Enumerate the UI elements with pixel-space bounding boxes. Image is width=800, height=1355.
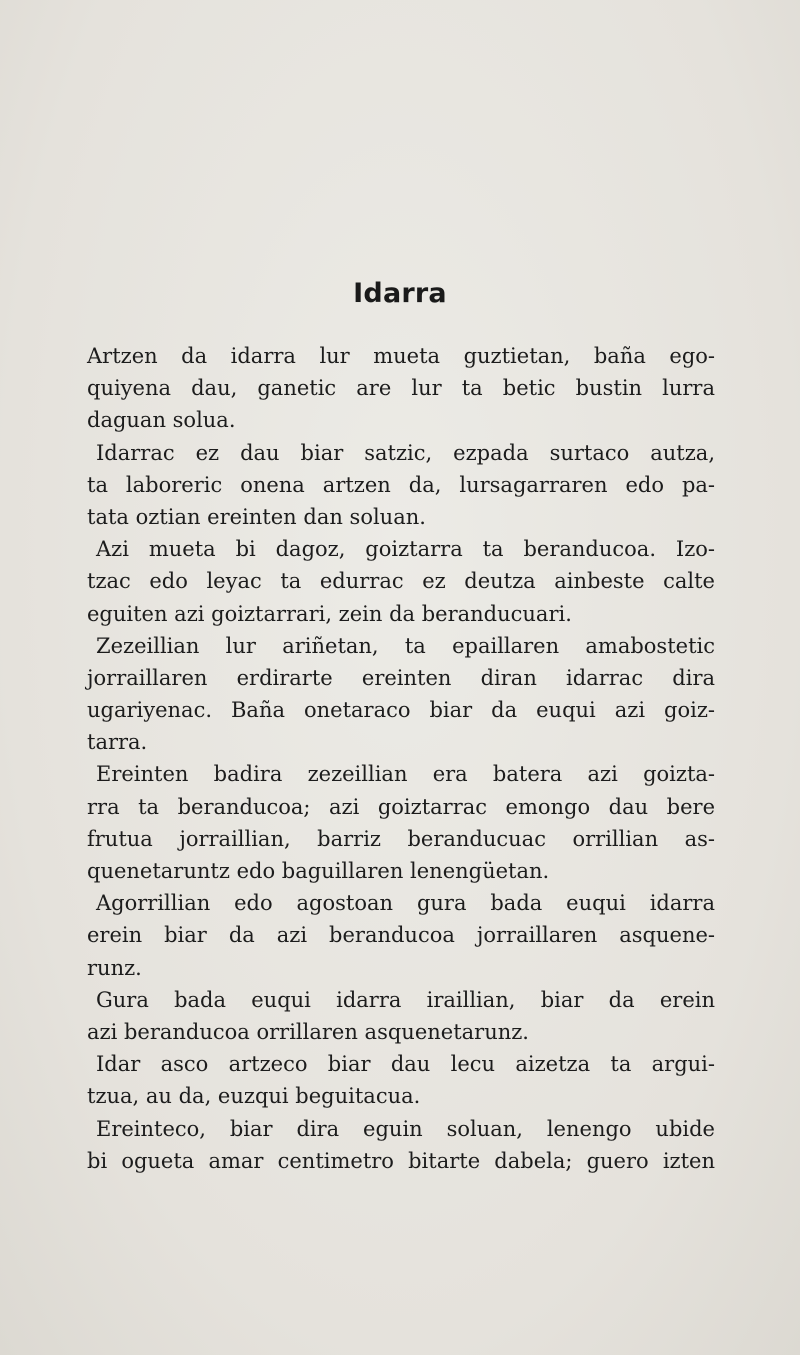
text-line: ugariyenac. Baña onetaraco biar da euqui azi goiz- [87,698,715,723]
text-line: Artzen da idarra lur mueta guztietan, baña ego- [87,344,715,368]
text-line: bi ogueta amar centimetro bitarte dabela; guero izten [87,1148,715,1173]
text-line: ta laboreric onena artzen da, lursagarraren edo pa- [87,472,715,497]
text-line: erein biar da azi beranducoa jorraillaren asquene- [87,923,715,948]
text-line: Ereinten badira zezeillian era batera azi goizta- [96,762,715,787]
text-line: tzua, au da, euzqui beguitacua. [87,1084,421,1109]
text-line: azi beranducoa orrillaren asquenetarunz. [87,1019,529,1044]
text-line: tata oztian ereinten dan soluan. [87,504,426,529]
text-line: tzac edo leyac ta edurrac ez deutza ainbeste calte [87,569,715,594]
text-line: eguiten azi goiztarrari, zein da beranducuari. [87,601,572,626]
text-line: Idar asco artzeco biar dau lecu aizetza ta argui- [96,1052,715,1077]
text-line: quiyena dau, ganetic are lur ta betic bustin lurra [87,376,715,401]
text-line: Idarrac ez dau biar satzic, ezpada surtaco autza, [96,440,715,465]
text-line: tarra. [87,730,148,755]
text-line: frutua jorraillian, barriz beranducuac orrillian as- [87,826,715,851]
page-title: Idarra [353,278,447,309]
text-line: Azi mueta bi dagoz, goiztarra ta beranducoa. Izo- [96,537,715,562]
text-line: rra ta beranducoa; azi goiztarrac emongo dau bere [87,794,715,819]
text-line: jorraillaren erdirarte ereinten diran idarrac dira [87,665,715,690]
text-line: Ereinteco, biar dira eguin soluan, lenengo ubide [96,1116,715,1141]
text-line: daguan solua. [87,408,236,433]
body-text [87,340,715,1177]
text-line: Zezeillian lur ariñetan, ta epaillaren amabostetic [96,633,715,658]
text-line: Agorrillian edo agostoan gura bada euqui idarra [96,891,715,916]
text-line: quenetaruntz edo baguillaren lenengüetan. [87,859,550,883]
text-line: runz. [87,955,142,980]
text-line: Gura bada euqui idarra iraillian, biar da erein [96,987,715,1012]
